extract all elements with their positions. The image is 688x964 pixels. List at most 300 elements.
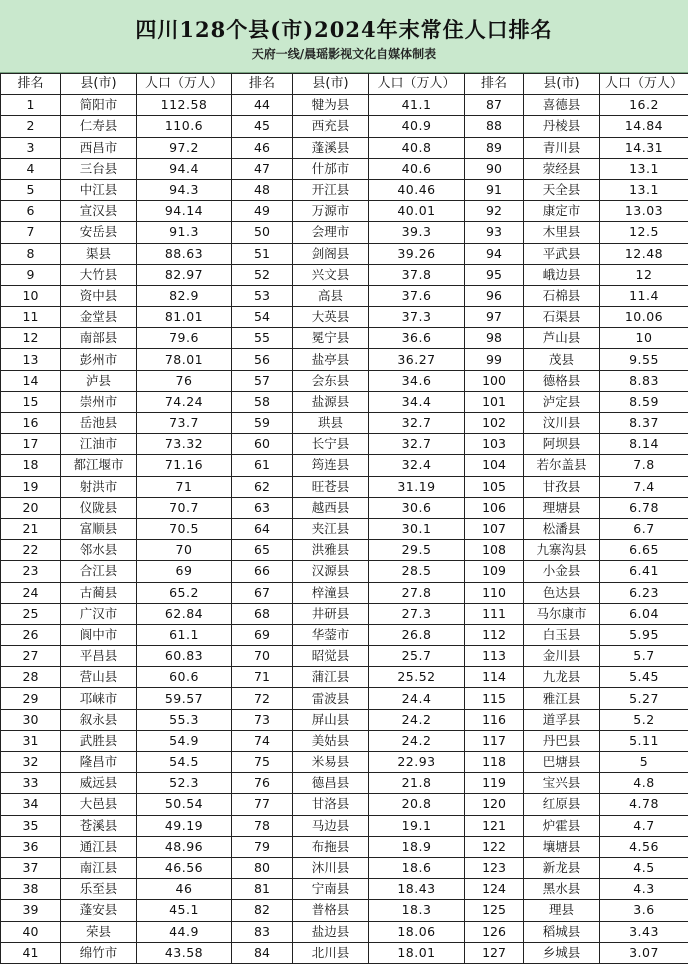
county-cell: 资中县	[61, 285, 137, 306]
population-cell: 4.78	[600, 794, 688, 815]
population-cell: 70.7	[137, 497, 232, 518]
population-cell: 25.7	[369, 646, 465, 667]
population-cell: 54.5	[137, 752, 232, 773]
county-cell: 石渠县	[524, 307, 600, 328]
population-cell: 74.24	[137, 391, 232, 412]
population-cell: 39.3	[369, 222, 465, 243]
rank-cell: 24	[1, 582, 61, 603]
county-cell: 高县	[293, 285, 369, 306]
county-cell: 理县	[524, 900, 600, 921]
population-cell: 49.19	[137, 815, 232, 836]
county-cell: 长宁县	[293, 434, 369, 455]
rank-cell: 74	[232, 730, 293, 751]
rank-cell: 101	[465, 391, 524, 412]
population-cell: 29.5	[369, 540, 465, 561]
rank-cell: 102	[465, 413, 524, 434]
table-row	[1, 815, 688, 836]
rank-cell: 105	[465, 476, 524, 497]
population-cell: 62.84	[137, 603, 232, 624]
population-cell: 10.06	[600, 307, 688, 328]
county-cell: 平武县	[524, 243, 600, 264]
population-cell: 65.2	[137, 582, 232, 603]
rank-cell: 54	[232, 307, 293, 328]
county-cell: 青川县	[524, 137, 600, 158]
rank-cell: 120	[465, 794, 524, 815]
rank-cell: 88	[465, 116, 524, 137]
county-cell: 三台县	[61, 158, 137, 179]
table-row	[1, 857, 688, 878]
table-row	[1, 667, 688, 688]
rank-cell: 39	[1, 900, 61, 921]
county-cell: 会东县	[293, 370, 369, 391]
population-cell: 18.6	[369, 857, 465, 878]
rank-cell: 65	[232, 540, 293, 561]
county-cell: 布拖县	[293, 836, 369, 857]
rank-cell: 13	[1, 349, 61, 370]
population-cell: 81.01	[137, 307, 232, 328]
rank-cell: 126	[465, 921, 524, 942]
table-row	[1, 243, 688, 264]
table-row	[1, 561, 688, 582]
population-cell: 3.43	[600, 921, 688, 942]
population-cell: 45.1	[137, 900, 232, 921]
rank-cell: 7	[1, 222, 61, 243]
rank-cell: 15	[1, 391, 61, 412]
county-cell: 隆昌市	[61, 752, 137, 773]
county-cell: 旺苍县	[293, 476, 369, 497]
county-cell: 德格县	[524, 370, 600, 391]
rank-cell: 14	[1, 370, 61, 391]
rank-cell: 127	[465, 942, 524, 963]
population-cell: 110.6	[137, 116, 232, 137]
rank-cell: 89	[465, 137, 524, 158]
population-cell: 55.3	[137, 709, 232, 730]
county-cell: 阆中市	[61, 624, 137, 645]
column-header: 县(市)	[293, 74, 369, 95]
county-cell: 南部县	[61, 328, 137, 349]
population-cell: 5.95	[600, 624, 688, 645]
population-cell: 4.3	[600, 879, 688, 900]
table-row	[1, 137, 688, 158]
county-cell: 丹巴县	[524, 730, 600, 751]
rank-cell: 84	[232, 942, 293, 963]
table-row	[1, 624, 688, 645]
table-body	[1, 95, 688, 964]
population-cell: 94.14	[137, 201, 232, 222]
rank-cell: 60	[232, 434, 293, 455]
population-cell: 112.58	[137, 95, 232, 116]
population-cell: 24.4	[369, 688, 465, 709]
population-cell: 34.6	[369, 370, 465, 391]
population-cell: 5.2	[600, 709, 688, 730]
county-cell: 邛崃市	[61, 688, 137, 709]
rank-cell: 97	[465, 307, 524, 328]
table-row	[1, 434, 688, 455]
rank-cell: 62	[232, 476, 293, 497]
county-cell: 丹棱县	[524, 116, 600, 137]
county-cell: 理塘县	[524, 497, 600, 518]
rank-cell: 5	[1, 179, 61, 200]
population-cell: 6.41	[600, 561, 688, 582]
rank-cell: 1	[1, 95, 61, 116]
table-row	[1, 328, 688, 349]
population-cell: 94.4	[137, 158, 232, 179]
rank-cell: 99	[465, 349, 524, 370]
table-row	[1, 794, 688, 815]
population-cell: 82.97	[137, 264, 232, 285]
rank-cell: 108	[465, 540, 524, 561]
table-row	[1, 836, 688, 857]
county-cell: 南江县	[61, 857, 137, 878]
rank-cell: 53	[232, 285, 293, 306]
county-cell: 蓬溪县	[293, 137, 369, 158]
county-cell: 若尔盖县	[524, 455, 600, 476]
rank-cell: 37	[1, 857, 61, 878]
rank-cell: 64	[232, 518, 293, 539]
county-cell: 昭觉县	[293, 646, 369, 667]
population-cell: 50.54	[137, 794, 232, 815]
table-row	[1, 900, 688, 921]
county-cell: 西昌市	[61, 137, 137, 158]
population-cell: 36.6	[369, 328, 465, 349]
rank-cell: 9	[1, 264, 61, 285]
table-row	[1, 307, 688, 328]
population-cell: 4.7	[600, 815, 688, 836]
population-cell: 69	[137, 561, 232, 582]
population-cell: 6.7	[600, 518, 688, 539]
rank-cell: 119	[465, 773, 524, 794]
county-cell: 什邡市	[293, 158, 369, 179]
county-cell: 筠连县	[293, 455, 369, 476]
rank-cell: 106	[465, 497, 524, 518]
rank-cell: 121	[465, 815, 524, 836]
rank-cell: 49	[232, 201, 293, 222]
table-row	[1, 773, 688, 794]
rank-cell: 8	[1, 243, 61, 264]
population-cell: 39.26	[369, 243, 465, 264]
rank-cell: 12	[1, 328, 61, 349]
population-cell: 44.9	[137, 921, 232, 942]
county-cell: 越西县	[293, 497, 369, 518]
county-cell: 犍为县	[293, 95, 369, 116]
county-cell: 安岳县	[61, 222, 137, 243]
county-cell: 华蓥市	[293, 624, 369, 645]
rank-cell: 25	[1, 603, 61, 624]
column-header: 排名	[1, 74, 61, 95]
population-cell: 88.63	[137, 243, 232, 264]
table-row	[1, 476, 688, 497]
population-cell: 31.19	[369, 476, 465, 497]
rank-cell: 6	[1, 201, 61, 222]
rank-cell: 40	[1, 921, 61, 942]
rank-cell: 96	[465, 285, 524, 306]
county-cell: 新龙县	[524, 857, 600, 878]
county-cell: 道孚县	[524, 709, 600, 730]
page-title: 四川128个县(市)2024年末常住人口排名	[0, 14, 688, 44]
population-cell: 12	[600, 264, 688, 285]
rank-cell: 55	[232, 328, 293, 349]
county-cell: 广汉市	[61, 603, 137, 624]
population-cell: 94.3	[137, 179, 232, 200]
rank-cell: 21	[1, 518, 61, 539]
county-cell: 马尔康市	[524, 603, 600, 624]
rank-cell: 67	[232, 582, 293, 603]
rank-cell: 66	[232, 561, 293, 582]
population-cell: 13.1	[600, 179, 688, 200]
population-cell: 24.2	[369, 730, 465, 751]
population-cell: 40.8	[369, 137, 465, 158]
rank-cell: 56	[232, 349, 293, 370]
population-cell: 5.27	[600, 688, 688, 709]
population-cell: 36.27	[369, 349, 465, 370]
rank-cell: 125	[465, 900, 524, 921]
population-cell: 70	[137, 540, 232, 561]
population-cell: 60.6	[137, 667, 232, 688]
rank-cell: 22	[1, 540, 61, 561]
population-cell: 48.96	[137, 836, 232, 857]
rank-cell: 116	[465, 709, 524, 730]
county-cell: 汶川县	[524, 413, 600, 434]
county-cell: 北川县	[293, 942, 369, 963]
rank-cell: 16	[1, 413, 61, 434]
county-cell: 珙县	[293, 413, 369, 434]
county-cell: 西充县	[293, 116, 369, 137]
county-cell: 康定市	[524, 201, 600, 222]
population-cell: 59.57	[137, 688, 232, 709]
population-cell: 30.6	[369, 497, 465, 518]
population-cell: 4.5	[600, 857, 688, 878]
rank-cell: 50	[232, 222, 293, 243]
county-cell: 叙永县	[61, 709, 137, 730]
rank-cell: 57	[232, 370, 293, 391]
rank-cell: 79	[232, 836, 293, 857]
population-cell: 8.14	[600, 434, 688, 455]
rank-cell: 104	[465, 455, 524, 476]
population-cell: 32.7	[369, 413, 465, 434]
table-row	[1, 370, 688, 391]
rank-cell: 110	[465, 582, 524, 603]
table-row	[1, 179, 688, 200]
county-cell: 甘洛县	[293, 794, 369, 815]
county-cell: 剑阁县	[293, 243, 369, 264]
county-cell: 壤塘县	[524, 836, 600, 857]
county-cell: 屏山县	[293, 709, 369, 730]
county-cell: 米易县	[293, 752, 369, 773]
header-row	[1, 74, 688, 95]
population-cell: 76	[137, 370, 232, 391]
rank-cell: 69	[232, 624, 293, 645]
column-header: 人口（万人）	[137, 74, 232, 95]
county-cell: 古蔺县	[61, 582, 137, 603]
population-cell: 71.16	[137, 455, 232, 476]
county-cell: 美姑县	[293, 730, 369, 751]
county-cell: 渠县	[61, 243, 137, 264]
rank-cell: 98	[465, 328, 524, 349]
rank-cell: 87	[465, 95, 524, 116]
county-cell: 通江县	[61, 836, 137, 857]
table-row	[1, 222, 688, 243]
table-row	[1, 730, 688, 751]
population-cell: 18.9	[369, 836, 465, 857]
county-cell: 荥经县	[524, 158, 600, 179]
rank-cell: 51	[232, 243, 293, 264]
rank-cell: 3	[1, 137, 61, 158]
rank-cell: 90	[465, 158, 524, 179]
county-cell: 岳池县	[61, 413, 137, 434]
rank-cell: 107	[465, 518, 524, 539]
rank-cell: 92	[465, 201, 524, 222]
rank-cell: 113	[465, 646, 524, 667]
rank-cell: 81	[232, 879, 293, 900]
county-cell: 宁南县	[293, 879, 369, 900]
rank-cell: 59	[232, 413, 293, 434]
rank-cell: 35	[1, 815, 61, 836]
rank-cell: 73	[232, 709, 293, 730]
rank-cell: 46	[232, 137, 293, 158]
column-header: 排名	[465, 74, 524, 95]
rank-cell: 10	[1, 285, 61, 306]
county-cell: 色达县	[524, 582, 600, 603]
county-cell: 夹江县	[293, 518, 369, 539]
county-cell: 小金县	[524, 561, 600, 582]
column-header: 县(市)	[524, 74, 600, 95]
population-cell: 6.65	[600, 540, 688, 561]
rank-cell: 103	[465, 434, 524, 455]
population-cell: 6.23	[600, 582, 688, 603]
county-cell: 马边县	[293, 815, 369, 836]
population-cell: 91.3	[137, 222, 232, 243]
rank-cell: 33	[1, 773, 61, 794]
population-cell: 52.3	[137, 773, 232, 794]
county-cell: 甘孜县	[524, 476, 600, 497]
rank-cell: 48	[232, 179, 293, 200]
county-cell: 黑水县	[524, 879, 600, 900]
population-cell: 12.5	[600, 222, 688, 243]
county-cell: 兴文县	[293, 264, 369, 285]
table-row	[1, 158, 688, 179]
county-cell: 喜德县	[524, 95, 600, 116]
rank-cell: 4	[1, 158, 61, 179]
rank-cell: 28	[1, 667, 61, 688]
county-cell: 会理市	[293, 222, 369, 243]
rank-cell: 123	[465, 857, 524, 878]
population-cell: 28.5	[369, 561, 465, 582]
rank-cell: 100	[465, 370, 524, 391]
population-cell: 32.7	[369, 434, 465, 455]
county-cell: 邻水县	[61, 540, 137, 561]
population-cell: 30.1	[369, 518, 465, 539]
rank-cell: 29	[1, 688, 61, 709]
table-row	[1, 455, 688, 476]
county-cell: 大邑县	[61, 794, 137, 815]
rank-cell: 78	[232, 815, 293, 836]
county-cell: 仁寿县	[61, 116, 137, 137]
county-cell: 泸县	[61, 370, 137, 391]
population-cell: 5	[600, 752, 688, 773]
column-header: 排名	[232, 74, 293, 95]
table-row	[1, 603, 688, 624]
table-row	[1, 921, 688, 942]
population-cell: 25.52	[369, 667, 465, 688]
rank-cell: 111	[465, 603, 524, 624]
rank-cell: 118	[465, 752, 524, 773]
table-row	[1, 95, 688, 116]
rank-cell: 27	[1, 646, 61, 667]
table-row	[1, 646, 688, 667]
rank-cell: 94	[465, 243, 524, 264]
population-cell: 78.01	[137, 349, 232, 370]
population-cell: 27.8	[369, 582, 465, 603]
rank-cell: 34	[1, 794, 61, 815]
table-row	[1, 942, 688, 963]
rank-cell: 77	[232, 794, 293, 815]
county-cell: 天全县	[524, 179, 600, 200]
population-cell: 27.3	[369, 603, 465, 624]
county-cell: 宝兴县	[524, 773, 600, 794]
county-cell: 泸定县	[524, 391, 600, 412]
population-cell: 20.8	[369, 794, 465, 815]
population-cell: 79.6	[137, 328, 232, 349]
population-cell: 8.83	[600, 370, 688, 391]
rank-cell: 44	[232, 95, 293, 116]
table-row	[1, 497, 688, 518]
population-cell: 73.7	[137, 413, 232, 434]
county-cell: 汉源县	[293, 561, 369, 582]
table-row	[1, 540, 688, 561]
rank-cell: 17	[1, 434, 61, 455]
population-cell: 11.4	[600, 285, 688, 306]
rank-cell: 115	[465, 688, 524, 709]
county-cell: 彭州市	[61, 349, 137, 370]
table-row	[1, 879, 688, 900]
rank-cell: 23	[1, 561, 61, 582]
county-cell: 武胜县	[61, 730, 137, 751]
county-cell: 松潘县	[524, 518, 600, 539]
population-cell: 34.4	[369, 391, 465, 412]
county-cell: 木里县	[524, 222, 600, 243]
page-subtitle: 天府一线/晨瑶影视文化自媒体制表	[0, 45, 688, 62]
population-cell: 32.4	[369, 455, 465, 476]
county-cell: 平昌县	[61, 646, 137, 667]
county-cell: 盐边县	[293, 921, 369, 942]
population-cell: 13.03	[600, 201, 688, 222]
county-cell: 雷波县	[293, 688, 369, 709]
population-cell: 71	[137, 476, 232, 497]
rank-cell: 122	[465, 836, 524, 857]
table-row	[1, 688, 688, 709]
rank-cell: 26	[1, 624, 61, 645]
population-cell: 18.01	[369, 942, 465, 963]
county-cell: 蓬安县	[61, 900, 137, 921]
population-cell: 18.3	[369, 900, 465, 921]
population-cell: 6.78	[600, 497, 688, 518]
table-row	[1, 391, 688, 412]
rank-cell: 117	[465, 730, 524, 751]
county-cell: 茂县	[524, 349, 600, 370]
rank-cell: 45	[232, 116, 293, 137]
population-cell: 9.55	[600, 349, 688, 370]
county-cell: 合江县	[61, 561, 137, 582]
population-cell: 16.2	[600, 95, 688, 116]
rank-cell: 70	[232, 646, 293, 667]
rank-cell: 41	[1, 942, 61, 963]
population-cell: 3.6	[600, 900, 688, 921]
column-header: 人口（万人）	[369, 74, 465, 95]
county-cell: 普格县	[293, 900, 369, 921]
rank-cell: 80	[232, 857, 293, 878]
county-cell: 九寨沟县	[524, 540, 600, 561]
rank-cell: 18	[1, 455, 61, 476]
